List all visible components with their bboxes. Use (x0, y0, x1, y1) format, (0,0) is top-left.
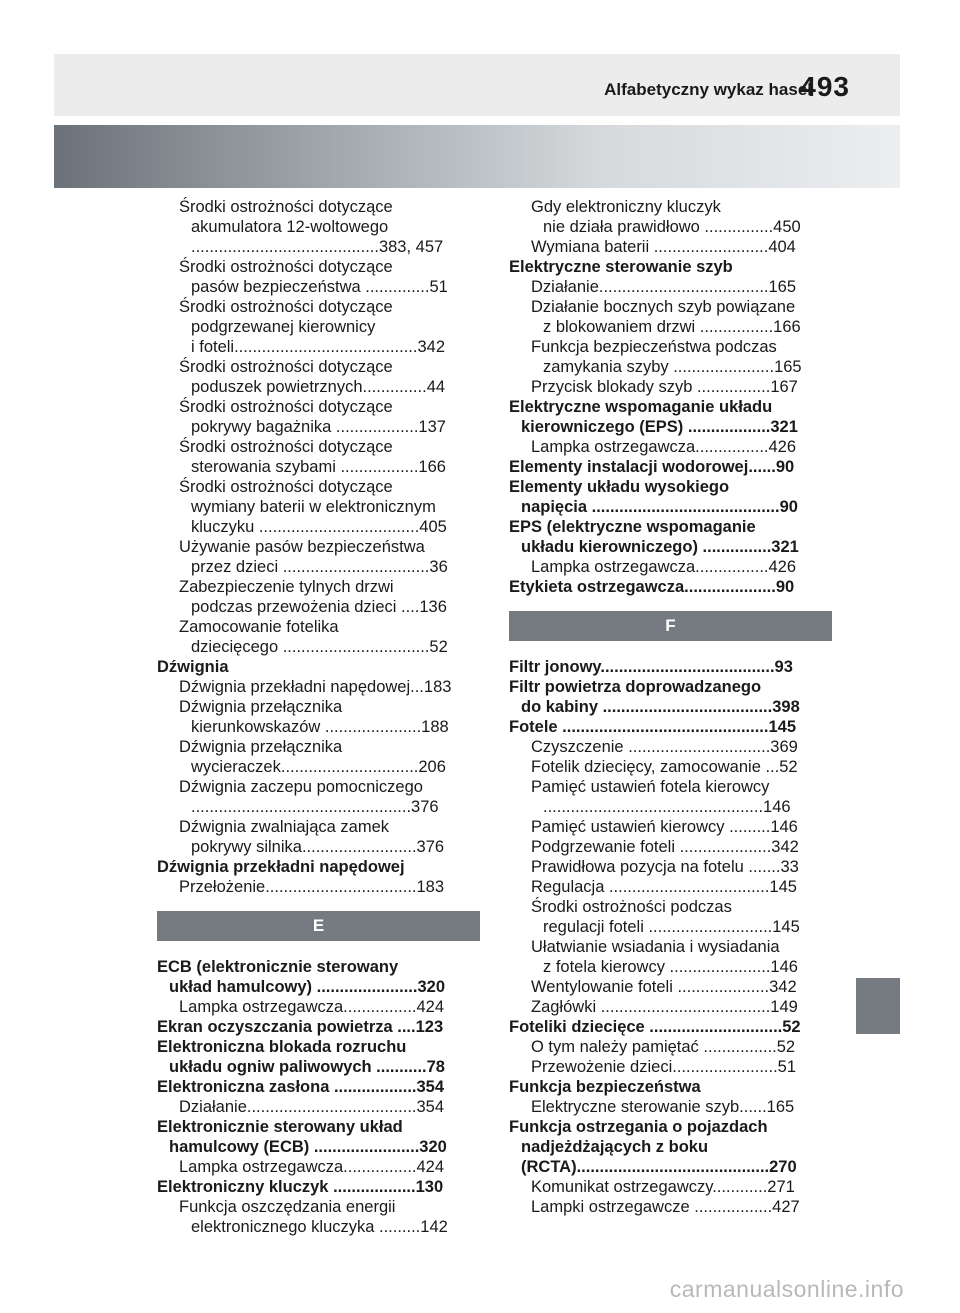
index-sub-entry: kluczyku ...................................405 (191, 518, 447, 536)
index-sub-entry: Ułatwianie wsiadania i wysiadania (531, 938, 780, 956)
index-sub-entry: dziecięcego ................................52 (191, 638, 448, 656)
index-sub-entry: wycieraczek..............................206 (191, 758, 446, 776)
index-sub-entry: z fotela kierowcy ......................146 (543, 958, 798, 976)
index-main-entry: hamulcowy (ECB) .......................320 (169, 1138, 447, 1156)
index-sub-entry: Dźwignia przełącznika (179, 698, 343, 716)
index-sub-entry: Dźwignia zaczepu pomocniczego (179, 778, 423, 796)
index-main-entry: układ hamulcowy) ......................320 (169, 978, 445, 996)
index-sub-entry: Lampka ostrzegawcza................426 (531, 558, 797, 576)
index-main-entry: EPS (elektryczne wspomaganie (509, 518, 756, 536)
index-main-entry: Elementy układu wysokiego (509, 478, 730, 496)
index-sub-entry: Używanie pasów bezpieczeństwa (179, 538, 425, 556)
index-sub-entry: Lampki ostrzegawcze .................427 (531, 1198, 800, 1216)
index-sub-entry: Działanie bocznych szyb powiązane (531, 298, 796, 316)
index-sub-entry: Lampka ostrzegawcza................426 (531, 438, 797, 456)
index-sub-entry: Zagłówki .....................................149 (531, 998, 798, 1016)
index-main-entry: Funkcja bezpieczeństwa (509, 1078, 701, 1096)
index-sub-entry: Środki ostrożności dotyczące (179, 438, 393, 456)
index-main-entry: Etykieta ostrzegawcza....................90 (509, 578, 795, 596)
index-sub-entry: Środki ostrożności dotyczące (179, 358, 393, 376)
index-sub-entry: Działanie.....................................165 (531, 278, 797, 296)
index-sub-entry: Regulacja ...................................145 (531, 878, 797, 896)
index-sub-entry: O tym należy pamiętać ................52 (531, 1038, 796, 1056)
index-sub-entry: wymiany baterii w elektronicznym (191, 498, 436, 516)
index-main-entry: Elektroniczny kluczyk ..................130 (157, 1178, 444, 1196)
index-sub-entry: pokrywy bagażnika ..................137 (191, 418, 446, 436)
index-main-entry: Funkcja ostrzegania o pojazdach (509, 1118, 768, 1136)
index-sub-entry: Przewożenie dzieci.......................51 (531, 1058, 797, 1076)
index-sub-entry: zamykania szyby ......................165 (543, 358, 802, 376)
index-sub-entry: Pamięć ustawień fotela kierowcy (531, 778, 770, 796)
index-sub-entry: Środki ostrożności dotyczące (179, 298, 393, 316)
index-main-entry: ECB (elektronicznie sterowany (157, 958, 399, 976)
index-sub-entry: Fotelik dziecięcy, zamocowanie ...52 (531, 758, 798, 776)
index-sub-entry: Działanie.....................................354 (179, 1098, 445, 1116)
index-main-entry: Foteliki dziecięce .............................52 (509, 1018, 801, 1036)
index-main-entry: Fotele .............................................145 (509, 718, 796, 736)
section-letter-bar: E (157, 911, 480, 941)
index-column-right (509, 197, 832, 1217)
index-sub-entry: Środki ostrożności dotyczące (179, 258, 393, 276)
index-sub-entry: podgrzewanej kierownicy (191, 318, 376, 336)
index-sub-entry: podczas przewożenia dzieci ....136 (191, 598, 447, 616)
index-sub-entry: Środki ostrożności dotyczące (179, 398, 393, 416)
decorative-gradient-band (54, 125, 900, 188)
index-sub-entry: Przycisk blokady szyb ................167 (531, 378, 798, 396)
index-main-entry: do kabiny .....................................398 (521, 698, 800, 716)
index-sub-entry: Funkcja bezpieczeństwa podczas (531, 338, 777, 356)
index-sub-entry: Dźwignia przełącznika (179, 738, 343, 756)
index-main-entry: Dźwignia (157, 658, 229, 676)
section-letter-bar: F (509, 611, 832, 641)
index-sub-entry: regulacji foteli ...........................145 (543, 918, 800, 936)
index-main-entry: nadjeżdżających z boku (521, 1138, 709, 1156)
index-sub-entry: pasów bezpieczeństwa ..............51 (191, 278, 448, 296)
index-sub-entry: Prawidłowa pozycja na fotelu .......33 (531, 858, 799, 876)
index-sub-entry: Wymiana baterii .........................404 (531, 238, 796, 256)
index-sub-entry: Wentylowanie foteli ....................342 (531, 978, 797, 996)
watermark-text: carmanualsonline.info (669, 1276, 904, 1302)
index-sub-entry: Podgrzewanie foteli ....................342 (531, 838, 799, 856)
index-column-left (157, 197, 480, 1237)
index-sub-entry: Zabezpieczenie tylnych drzwi (179, 578, 394, 596)
index-sub-entry: poduszek powietrznych..............44 (191, 378, 446, 396)
index-sub-entry: Środki ostrożności podczas (531, 898, 732, 916)
index-sub-entry: nie działa prawidłowo ...............450 (543, 218, 801, 236)
index-sub-entry: ................................................146 (543, 798, 791, 816)
index-main-entry: Elektroniczna blokada rozruchu (157, 1038, 407, 1056)
index-main-entry: Elektroniczna zasłona ..................354 (157, 1078, 445, 1096)
index-main-entry: napięcia .........................................90 (521, 498, 798, 516)
index-sub-entry: akumulatora 12-woltowego (191, 218, 389, 236)
index-sub-entry: Dźwignia przekładni napędowej...183 (179, 678, 452, 696)
index-sub-entry: pokrywy silnika.........................376 (191, 838, 445, 856)
index-main-entry: Elektryczne sterowanie szyb (509, 258, 733, 276)
index-sub-entry: sterowania szybami .................166 (191, 458, 446, 476)
index-sub-entry: Funkcja oszczędzania energii (179, 1198, 396, 1216)
page-header-title: Alfabetyczny wykaz haseł (604, 80, 812, 99)
index-sub-entry: Elektryczne sterowanie szyb......165 (531, 1098, 795, 1116)
index-main-entry: Elektronicznie sterowany układ (157, 1118, 403, 1136)
index-sub-entry: elektronicznego kluczyka .........142 (191, 1218, 448, 1236)
index-main-entry: Elementy instalacji wodorowej......90 (509, 458, 795, 476)
index-sub-entry: .........................................383, 457 (191, 238, 444, 256)
index-main-entry: Filtr jonowy......................................93 (509, 658, 793, 676)
page-number: 493 (800, 71, 850, 102)
index-main-entry: Dźwignia przekładni napędowej (157, 858, 405, 876)
index-sub-entry: kierunkowskazów .....................188 (191, 718, 449, 736)
index-sub-entry: Dźwignia zwalniająca zamek (179, 818, 390, 836)
index-sub-entry: przez dzieci ................................36 (191, 558, 448, 576)
index-main-entry: Filtr powietrza doprowadzanego (509, 678, 762, 696)
index-sub-entry: z blokowaniem drzwi ................166 (543, 318, 801, 336)
index-main-entry: kierowniczego (EPS) ..................321 (521, 418, 798, 436)
index-sub-entry: Zamocowanie fotelika (179, 618, 339, 636)
index-sub-entry: Czyszczenie ...............................369 (531, 738, 798, 756)
index-sub-entry: Komunikat ostrzegawczy............271 (531, 1178, 795, 1196)
index-main-entry: układu ogniw paliwowych ...........78 (169, 1058, 445, 1076)
section-thumb-tab (856, 978, 900, 1034)
index-main-entry: układu kierowniczego) ...............321 (521, 538, 799, 556)
index-main-entry: Elektryczne wspomaganie układu (509, 398, 773, 416)
index-sub-entry: Gdy elektroniczny kluczyk (531, 198, 721, 216)
index-sub-entry: Przełożenie.................................183 (179, 878, 445, 896)
index-sub-entry: Lampka ostrzegawcza................424 (179, 998, 445, 1016)
index-main-entry: (RCTA)..........................................270 (521, 1158, 797, 1176)
index-sub-entry: Lampka ostrzegawcza................424 (179, 1158, 445, 1176)
index-sub-entry: Pamięć ustawień kierowcy .........146 (531, 818, 798, 836)
index-sub-entry: ................................................376 (191, 798, 439, 816)
index-sub-entry: Środki ostrożności dotyczące (179, 478, 393, 496)
index-main-entry: Ekran oczyszczania powietrza ....123 (157, 1018, 444, 1036)
index-sub-entry: i foteli........................................342 (191, 338, 446, 356)
index-sub-entry: Środki ostrożności dotyczące (179, 198, 393, 216)
